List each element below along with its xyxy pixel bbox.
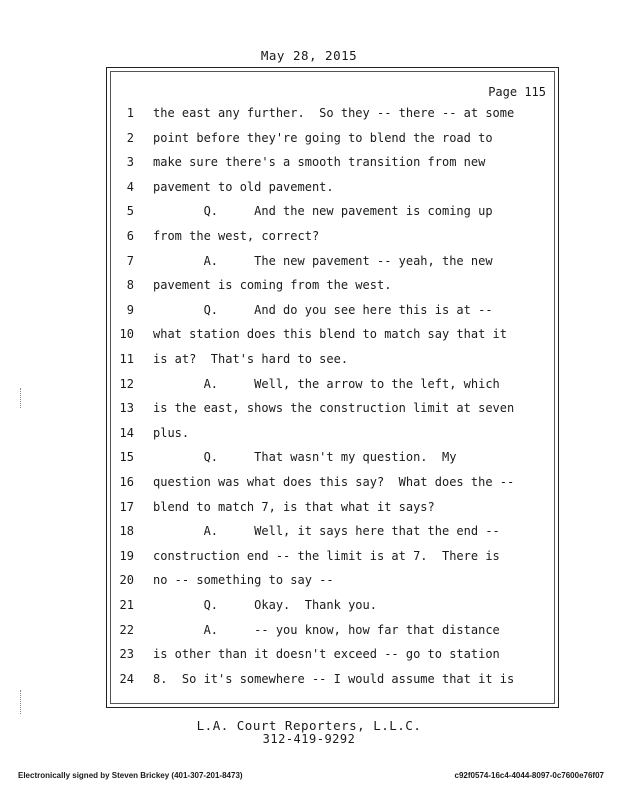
transcript-line — [0, 524, 618, 544]
line-number: 14 — [119, 425, 134, 440]
line-number: 7 — [126, 253, 134, 268]
transcript-line — [0, 647, 618, 667]
transcript-line — [0, 623, 618, 643]
line-number: 5 — [126, 204, 134, 219]
line-number: 2 — [126, 130, 134, 145]
transcript-line — [0, 500, 618, 520]
line-number: 19 — [119, 548, 134, 563]
margin-mark — [20, 388, 25, 408]
line-text: the east any further. So they -- there -- at some — [153, 106, 515, 120]
line-number: 13 — [119, 401, 134, 416]
transcript-line — [0, 303, 618, 323]
reporting-phone: 312-419-9292 — [262, 732, 356, 746]
line-text: A. The new pavement -- yeah, the new — [153, 253, 493, 268]
line-text: construction end -- the limit is at 7. There is — [153, 548, 500, 563]
line-number: 16 — [119, 475, 134, 489]
transcript-line — [0, 672, 618, 692]
line-text: Q. Okay. Thank you. — [153, 598, 377, 612]
line-number: 15 — [119, 450, 134, 465]
page-number: Page 115 — [488, 85, 546, 99]
line-text: question was what does this say? What does the -- — [153, 475, 515, 489]
line-text: is at? That's hard to see. — [153, 352, 349, 366]
electronic-signature: Electronically signed by Steven Brickey (401-307-201-8473) — [18, 771, 243, 780]
line-number: 3 — [126, 155, 134, 170]
line-number: 17 — [119, 499, 134, 514]
transcript-line — [0, 131, 618, 151]
line-text: from the west, correct? — [153, 229, 320, 243]
transcript-line — [0, 278, 618, 298]
line-number: 6 — [126, 229, 134, 243]
reporting-company: L.A. Court Reporters, L.L.C. — [196, 718, 422, 733]
transcript-line — [0, 327, 618, 347]
line-number: 21 — [119, 598, 134, 612]
transcript-line — [0, 377, 618, 397]
line-number: 11 — [119, 352, 134, 366]
line-text: make sure there's a smooth transition from new — [153, 155, 486, 170]
line-number: 20 — [119, 573, 134, 588]
line-text: 8. So it's somewhere -- I would assume that it is — [153, 671, 515, 686]
line-text: no -- something to say -- — [153, 573, 334, 588]
line-number: 18 — [119, 524, 134, 539]
transcript-line — [0, 598, 618, 618]
line-text: is the east, shows the construction limit at seven — [153, 401, 515, 416]
line-number: 9 — [126, 302, 134, 317]
line-text: Q. That wasn't my question. My — [153, 450, 457, 465]
transcript-line — [0, 401, 618, 421]
line-number: 22 — [119, 622, 134, 637]
line-text: blend to match 7, is that what it says? — [153, 499, 435, 514]
line-text: Q. And do you see here this is at -- — [153, 302, 493, 317]
line-text: A. Well, it says here that the end -- — [153, 524, 500, 539]
line-text: pavement to old pavement. — [153, 179, 334, 194]
transcript-line — [0, 549, 618, 569]
line-text: what station does this blend to match say that it — [153, 327, 508, 342]
line-text: A. -- you know, how far that distance — [153, 622, 500, 637]
deposition-date: May 28, 2015 — [260, 48, 358, 63]
line-number: 1 — [126, 106, 134, 120]
line-text: point before they're going to blend the road to — [153, 130, 493, 145]
transcript-line — [0, 450, 618, 470]
line-number: 10 — [119, 327, 134, 342]
line-text: A. Well, the arrow to the left, which — [153, 376, 500, 391]
transcript-line — [0, 204, 618, 224]
transcript-line — [0, 106, 618, 126]
transcript-line — [0, 180, 618, 200]
line-number: 4 — [126, 179, 134, 194]
line-number: 23 — [119, 647, 134, 662]
document-id: c92f0574-16c4-4044-8097-0c7600e76f07 — [454, 771, 604, 780]
line-text: Q. And the new pavement is coming up — [153, 204, 493, 219]
transcript-line — [0, 426, 618, 446]
transcript-line — [0, 475, 618, 495]
transcript-line — [0, 254, 618, 274]
line-text: is other than it doesn't exceed -- go to station — [153, 647, 500, 662]
line-number: 12 — [119, 376, 134, 391]
transcript-line — [0, 155, 618, 175]
line-text: pavement is coming from the west. — [153, 278, 392, 293]
transcript-line — [0, 573, 618, 593]
line-text: plus. — [153, 425, 190, 440]
line-number: 8 — [126, 278, 134, 293]
transcript-line — [0, 229, 618, 249]
transcript-line — [0, 352, 618, 372]
line-number: 24 — [119, 671, 134, 686]
margin-mark — [20, 690, 25, 714]
